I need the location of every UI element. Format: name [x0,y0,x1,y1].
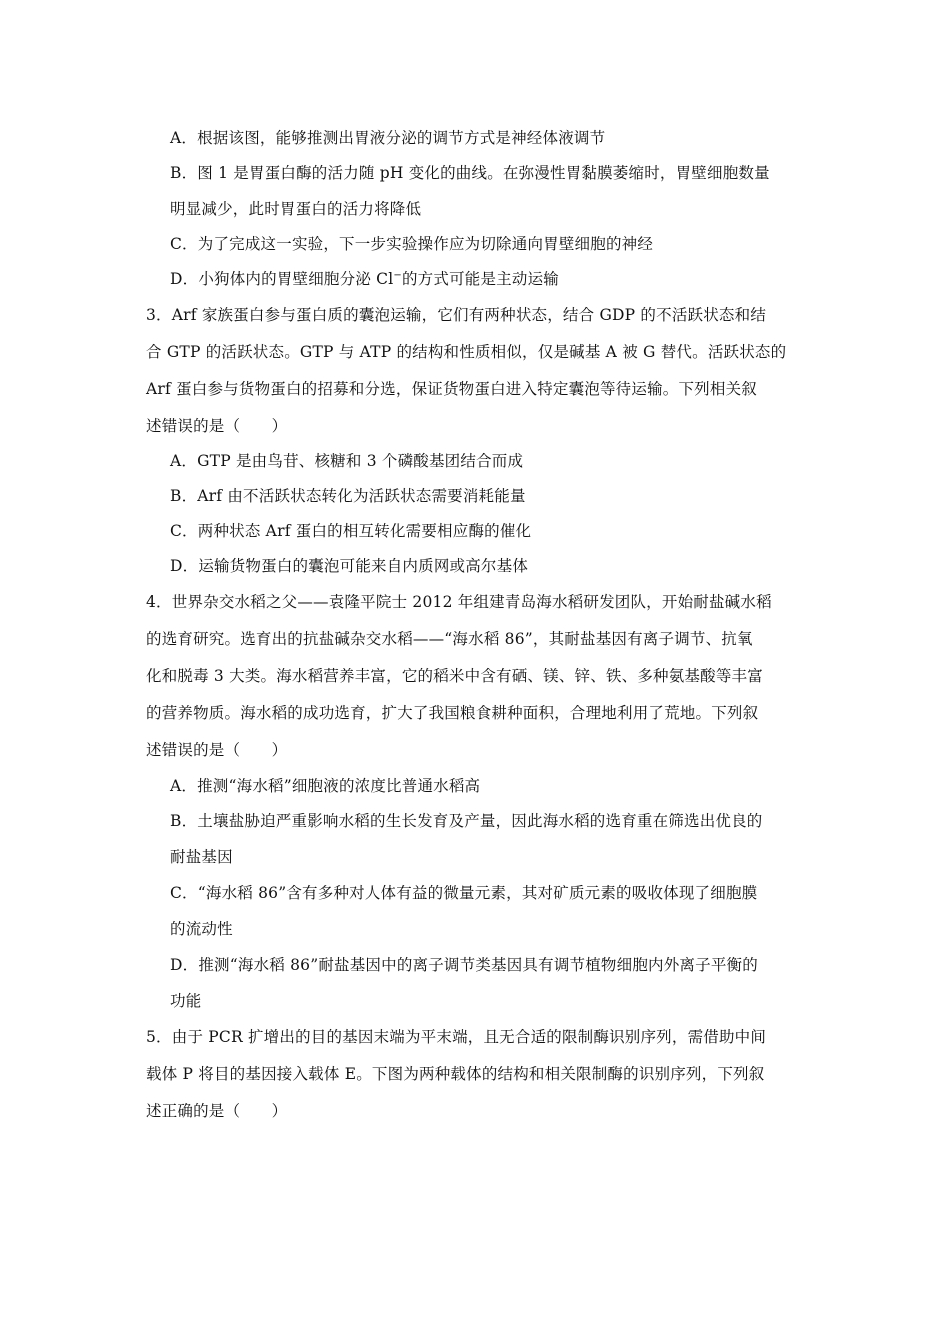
q4-option-b-line1: B．土壤盐胁迫严重影响水稻的生长发育及产量，因此海水稻的选育重在筛选出优良的 [170,812,763,830]
q2-option-b-line2: 明显减少，此时胃蛋白的活力将降低 [170,200,422,218]
q4-option-d-line2: 功能 [170,992,202,1010]
q4-stem-line1: 4．世界杂交水稻之父——袁隆平院士 2012 年组建青岛海水稻研发团队，开始耐盐碱水稻 [146,593,772,611]
q4-stem-line2: 的选育研究。选育出的抗盐碱杂交水稻——“海水稻 86”，其耐盐基因有离子调节、抗氧 [146,630,753,648]
q2-option-a: A．根据该图，能够推测出胃液分泌的调节方式是神经体液调节 [170,129,606,147]
q3-stem-line3: Arf 蛋白参与货物蛋白的招募和分选，保证货物蛋白进入特定囊泡等待运输。下列相关叙 [146,380,757,398]
q4-option-a: A．推测“海水稻”细胞液的浓度比普通水稻高 [170,777,481,795]
q2-option-d-text-end: 的方式可能是主动运输 [401,270,559,288]
q5-stem-line2: 载体 P 将目的基因接入载体 E。下图为两种载体的结构和相关限制酶的识别序列，下列叙 [146,1065,765,1083]
q4-option-b-line2: 耐盐基因 [170,848,233,866]
q5-stem-line1: 5．由于 PCR 扩增出的目的基因末端为平末端，且无合适的限制酶识别序列，需借助中间 [146,1028,767,1046]
q3-option-b: B．Arf 由不活跃状态转化为活跃状态需要消耗能量 [170,487,526,505]
q2-option-b-line1: B．图 1 是胃蛋白酶的活力随 pH 变化的曲线。在弥漫性胃黏膜萎缩时，胃壁细胞数量 [170,164,770,182]
chloride-charge-superscript: − [393,270,402,281]
q4-stem-line5: 述错误的是（ ） [146,741,288,759]
q3-option-a: A．GTP 是由鸟苷、核糖和 3 个磷酸基团结合而成 [170,452,524,470]
q2-option-c: C．为了完成这一实验，下一步实验操作应为切除通向胃壁细胞的神经 [170,235,654,253]
q4-stem-line4: 的营养物质。海水稻的成功选育，扩大了我国粮食耕种面积，合理地利用了荒地。下列叙 [146,704,759,722]
q3-option-d: D．运输货物蛋白的囊泡可能来自内质网或高尔基体 [170,557,529,575]
q3-stem-line4: 述错误的是（ ） [146,417,288,435]
q3-stem-line1: 3．Arf 家族蛋白参与蛋白质的囊泡运输，它们有两种状态，结合 GDP 的不活跃状态和结 [146,306,767,324]
q4-option-d-line1: D．推测“海水稻 86”耐盐基因中的离子调节类基因具有调节植物细胞内外离子平衡的 [170,956,758,974]
q3-option-c: C．两种状态 Arf 蛋白的相互转化需要相应酶的催化 [170,522,532,540]
q4-stem-line3: 化和脱毒 3 大类。海水稻营养丰富，它的稻米中含有硒、镁、锌、铁、多种氨基酸等丰富 [146,667,763,685]
q2-option-d-text: D．小狗体内的胃壁细胞分泌 Cl [170,270,394,288]
q4-option-c-line2: 的流动性 [170,920,233,938]
q2-option-d [170,269,559,289]
q5-stem-line3: 述正确的是（ ） [146,1102,288,1120]
q3-stem-line2: 合 GTP 的活跃状态。GTP 与 ATP 的结构和性质相似，仅是碱基 A 被 G 替代。活跃状态的 [146,343,787,361]
q4-option-c-line1: C．“海水稻 86”含有多种对人体有益的微量元素，其对矿质元素的吸收体现了细胞膜 [170,884,758,902]
